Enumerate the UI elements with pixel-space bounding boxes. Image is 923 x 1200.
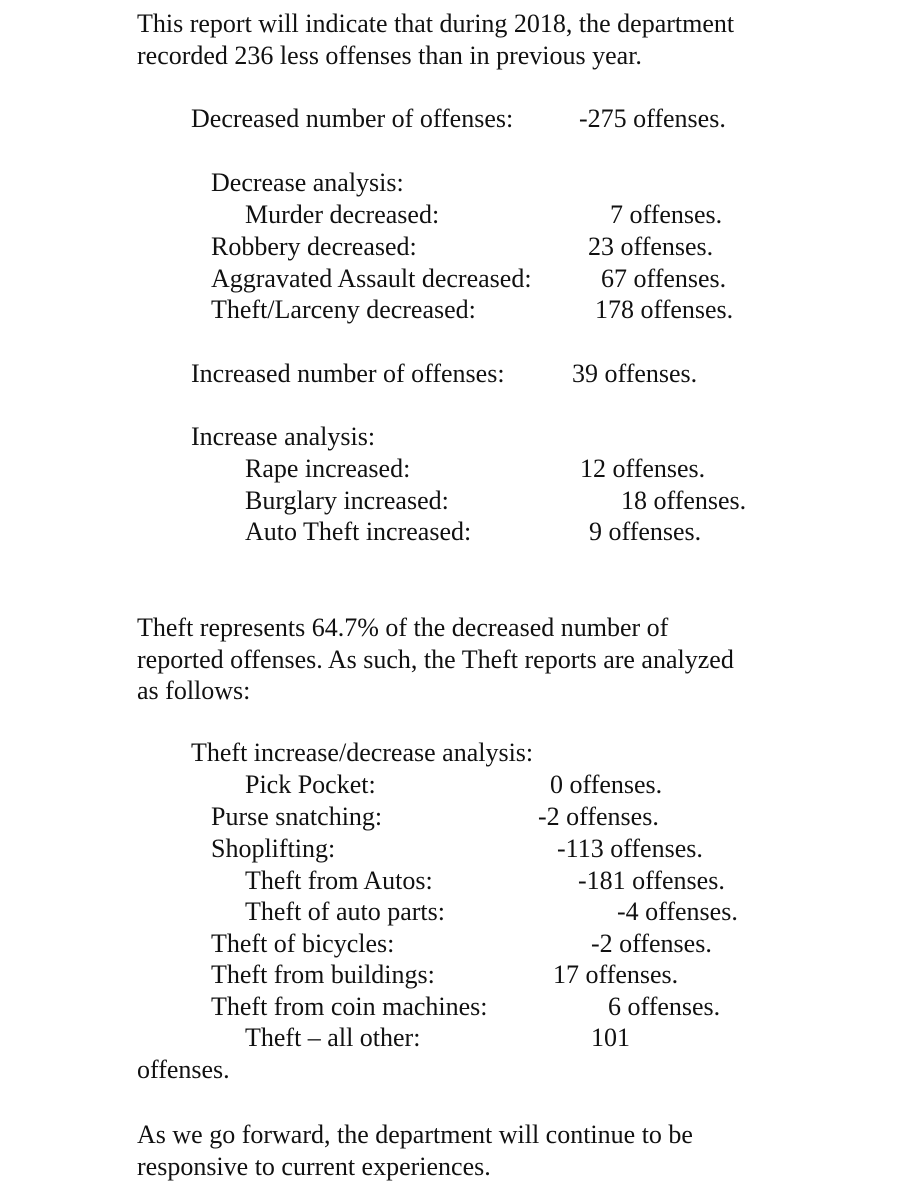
decreased-total-label: Decreased number of offenses:: [191, 104, 514, 133]
decrease-row-value: 178 offenses.: [595, 295, 734, 324]
theft-row-label: Theft from Autos:: [245, 866, 433, 895]
closing-line-2: responsive to current experiences.: [137, 1152, 491, 1181]
theft-row-value: -113 offenses.: [557, 834, 703, 863]
intro-line-1: This report will indicate that during 2018, the department: [137, 9, 735, 38]
increase-row-value: 9 offenses.: [589, 517, 702, 546]
decrease-row-value: 67 offenses.: [601, 264, 727, 293]
increase-analysis-heading: Increase analysis:: [191, 422, 376, 451]
increased-total-value: 39 offenses.: [572, 359, 698, 388]
theft-row-value: 17 offenses.: [553, 960, 679, 989]
theft-row-value: 0 offenses.: [550, 770, 663, 799]
theft-row-value: 101: [591, 1023, 630, 1052]
theft-row-value: -181 offenses.: [578, 866, 725, 895]
increased-total-label: Increased number of offenses:: [191, 359, 505, 388]
theft-row-label: Theft of auto parts:: [245, 897, 445, 926]
theft-intro-line-2: reported offenses. As such, the Theft reports are analyzed: [137, 645, 734, 674]
theft-analysis-heading: Theft increase/decrease analysis:: [191, 738, 534, 767]
increase-row-value: 12 offenses.: [580, 454, 706, 483]
increase-row-label: Auto Theft increased:: [245, 517, 472, 546]
theft-overflow-text: offenses.: [137, 1055, 230, 1084]
decrease-row-label: Murder decreased:: [245, 200, 440, 229]
theft-row-label: Theft from coin machines:: [211, 992, 488, 1021]
decrease-row-label: Aggravated Assault decreased:: [211, 264, 532, 293]
decrease-row-label: Robbery decreased:: [211, 232, 417, 261]
increase-row-label: Rape increased:: [245, 454, 411, 483]
theft-row-label: Theft from buildings:: [211, 960, 435, 989]
theft-intro-line-1: Theft represents 64.7% of the decreased number of: [137, 613, 669, 642]
theft-row-value: -4 offenses.: [617, 897, 738, 926]
theft-row-label: Theft – all other:: [245, 1023, 421, 1052]
decrease-row-value: 7 offenses.: [610, 200, 723, 229]
decreased-total-value: -275 offenses.: [579, 104, 726, 133]
increase-row-label: Burglary increased:: [245, 486, 449, 515]
decrease-analysis-heading: Decrease analysis:: [211, 168, 404, 197]
decrease-row-value: 23 offenses.: [588, 232, 714, 261]
increase-row-value: 18 offenses.: [621, 486, 747, 515]
theft-row-label: Shoplifting:: [211, 834, 336, 863]
intro-line-2: recorded 236 less offenses than in previous year.: [137, 41, 642, 70]
theft-row-value: -2 offenses.: [538, 802, 659, 831]
theft-row-value: 6 offenses.: [608, 992, 721, 1021]
decrease-row-label: Theft/Larceny decreased:: [211, 295, 476, 324]
theft-intro-line-3: as follows:: [137, 676, 251, 705]
closing-line-1: As we go forward, the department will continue to be: [137, 1120, 693, 1149]
theft-row-label: Purse snatching:: [211, 802, 383, 831]
theft-row-label: Theft of bicycles:: [211, 929, 395, 958]
theft-row-value: -2 offenses.: [591, 929, 712, 958]
theft-row-label: Pick Pocket:: [245, 770, 376, 799]
